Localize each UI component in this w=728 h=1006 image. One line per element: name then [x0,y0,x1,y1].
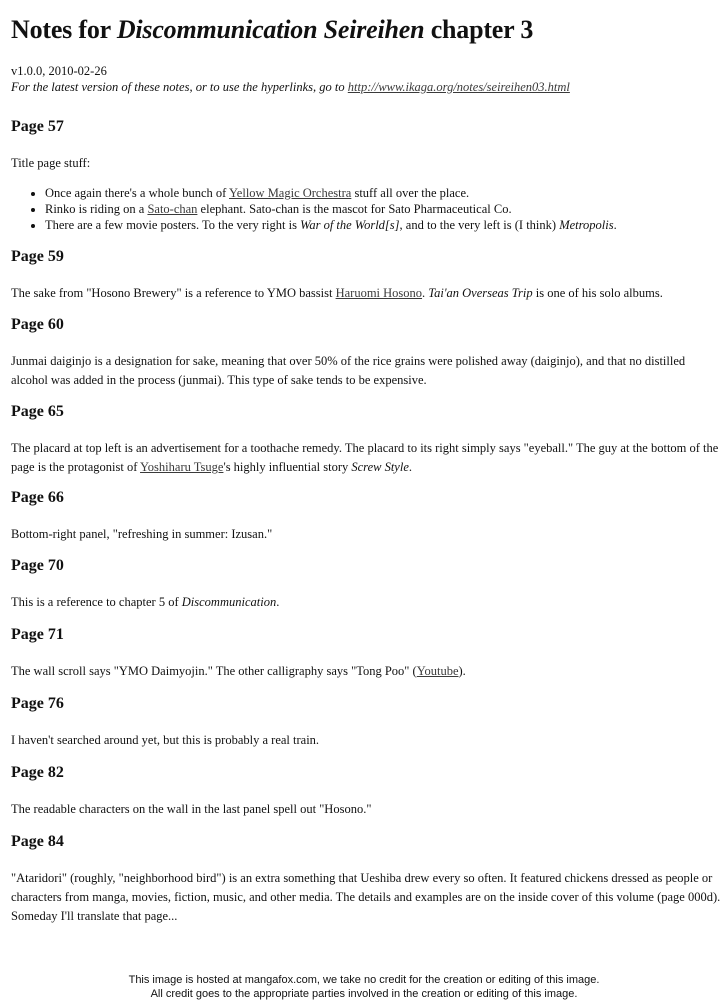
latest-version-link[interactable]: http://www.ikaga.org/notes/seireihen03.html [347,80,570,94]
text: The sake from "Hosono Brewery" is a reference to YMO bassist [11,286,336,300]
section-body [11,662,723,681]
section-page-57 [11,117,723,233]
text: , and to the very left is (I think) [399,218,560,232]
text: The placard at top left is an advertisement for a toothache remedy. The placard to its right simply says "eyeball." The guy at the bottom of the page is the protagonist of [11,441,719,474]
italic-title: Discommunication [181,595,277,609]
text: elephant. Sato-chan is the mascot for Sato Pharmaceutical Co. [197,202,512,216]
list-item [45,217,723,233]
link-haruomi-hosono[interactable]: Haruomi Hosono [335,286,423,300]
section-body: "Ataridori" (roughly, "neighborhood bird") is an extra something that Ueshiba drew every so often. It featured chickens dressed as people or characters from manga, movies, fiction, music, and other media. The details and examples are on the inside cover of this volume (page 000d). Someday I'll translate that page... [11,871,721,923]
text: is one of his solo albums. [532,286,663,300]
title-italic: Discommunication Seireihen [116,15,425,44]
section-page-60 [11,315,723,390]
section-body [11,284,723,303]
section-page-70 [11,556,723,612]
document-page [11,0,723,923]
section-intro: Title page stuff: [11,156,91,170]
section-body [11,439,723,477]
text: The wall scroll says "YMO Daimyojin." The other calligraphy says "Tong Poo" ( [11,664,417,678]
section-body: I haven't searched around yet, but this is probably a real train. [11,733,320,747]
text: . [276,595,280,609]
section-body: Bottom-right panel, "refreshing in summer: Izusan." [11,527,273,541]
section-heading: Page 57 [11,118,64,135]
section-page-84 [11,832,723,926]
text: 's highly influential story [223,460,352,474]
section-body: The readable characters on the wall in the last panel spell out "Hosono." [11,802,372,816]
hosting-credit-footer [0,973,728,1001]
section-page-66 [11,488,723,544]
footer-line-2: All credit goes to the appropriate parties involved in the creation or editing of this image. [150,988,578,1000]
section-heading: Page 84 [11,833,64,850]
italic-title: Screw Style [351,460,409,474]
section-page-65 [11,402,723,477]
italic-title: Tai'an Overseas Trip [428,286,533,300]
italic-title: Metropolis [559,218,614,232]
text: . [613,218,617,232]
text: Rinko is riding on a [45,202,148,216]
section-heading: Page 66 [11,489,64,506]
version-line: v1.0.0, 2010-02-26 [11,64,107,78]
text: Once again there's a whole bunch of [45,186,230,200]
page-title [11,14,723,46]
section-page-71 [11,625,723,681]
link-sato-chan[interactable]: Sato-chan [147,202,198,216]
section-heading: Page 76 [11,695,64,712]
section-heading: Page 82 [11,764,64,781]
section-heading: Page 70 [11,557,64,574]
list-item [45,185,723,201]
section-heading: Page 65 [11,403,64,420]
list-item [45,201,723,217]
text: stuff all over the place. [351,186,470,200]
section-page-82 [11,763,723,819]
section-body: Junmai daiginjo is a designation for sake, meaning that over 50% of the rice grains were polished away (daiginjo), and that no distilled alcohol was added in the process (junmai). This type of sake tends to be expensive. [11,354,686,387]
section-heading: Page 71 [11,626,64,643]
section-body [11,593,723,612]
text: There are a few movie posters. To the very right is [45,218,301,232]
link-youtube[interactable]: Youtube [416,664,459,678]
text: . [408,460,413,474]
section-page-59 [11,247,723,303]
italic-title: War of the World[s] [300,218,400,232]
section-heading: Page 60 [11,316,64,333]
section-page-76 [11,694,723,750]
title-prefix: Notes for [11,15,117,44]
text: This is a reference to chapter 5 of [11,595,182,609]
section-heading: Page 59 [11,248,64,265]
text: ). [458,664,466,678]
link-yellow-magic-orchestra[interactable]: Yellow Magic Orchestra [229,186,352,200]
link-yoshiharu-tsuge[interactable]: Yoshiharu Tsuge [140,460,224,474]
footer-line-1: This image is hosted at mangafox.com, we take no credit for the creation or editing of this image. [128,974,600,986]
latest-text: For the latest version of these notes, or to use the hyperlinks, go to [11,80,348,94]
bullet-list [11,185,723,233]
text: . [422,286,429,300]
latest-version-note [11,79,723,95]
title-suffix: chapter 3 [424,15,534,44]
